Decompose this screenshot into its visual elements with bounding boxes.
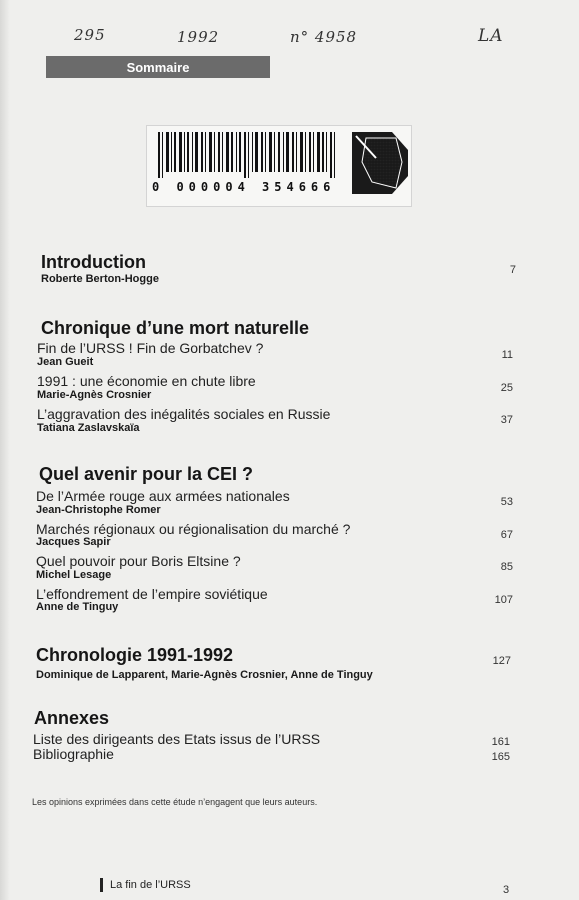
disclaimer-note: Les opinions exprimées dans cette étude n’engagent que leurs auteurs. [32, 797, 318, 807]
item-page: 107 [494, 594, 513, 606]
item-author: Anne de Tinguy [36, 601, 119, 613]
page-number-introduction: 7 [509, 264, 516, 276]
sommaire-header [46, 56, 270, 78]
item-title: Quel pouvoir pour Boris Eltsine ? [36, 553, 241, 569]
item-page: 161 [491, 736, 510, 748]
item-page: 11 [501, 349, 513, 361]
item-page: 67 [500, 529, 513, 541]
section-title-introduction: Introduction [41, 252, 146, 272]
barcode-icon [158, 132, 348, 178]
item-title: L’aggravation des inégalités sociales en Russie [37, 406, 331, 422]
item-page: 165 [491, 751, 510, 763]
page-spine-shadow [0, 0, 10, 900]
sommaire-title: Sommaire [126, 59, 190, 75]
item-author: Jacques Sapir [36, 536, 111, 548]
item-page: 85 [500, 561, 513, 573]
section-title-annexes: Annexes [34, 708, 110, 728]
item-title: Marchés régionaux ou régionalisation du marché ? [36, 521, 351, 537]
section-title-avenir: Quel avenir pour la CEI ? [39, 464, 254, 484]
item-title: 1991 : une économie en chute libre [37, 373, 256, 389]
item-author: Tatiana Zaslavskaïa [37, 422, 140, 434]
item-author: Jean-Christophe Romer [36, 504, 161, 516]
footer-title: La fin de l’URSS [110, 879, 191, 891]
author-introduction: Roberte Berton-Hogge [41, 273, 159, 285]
page-number-chronologie: 127 [492, 655, 511, 667]
item-page: 53 [500, 496, 513, 508]
item-title: Fin de l’URSS ! Fin de Gorbatchev ? [37, 340, 264, 356]
item-title: L’effondrement de l’empire soviétique [36, 586, 268, 602]
barcode-digits: 0 000004 354666 [152, 180, 336, 194]
item-title: Bibliographie [33, 746, 114, 762]
handwritten-year: 1992 [177, 28, 220, 46]
footer-page-number: 3 [503, 884, 510, 896]
section-title-chronique: Chronique d’une mort naturelle [41, 318, 310, 338]
footer-marker [100, 878, 103, 892]
item-page: 25 [500, 382, 513, 394]
handwritten-issue: n° 4958 [290, 28, 358, 46]
item-title: De l’Armée rouge aux armées nationales [36, 488, 290, 504]
item-title: Liste des dirigeants des Etats issus de l’URSS [33, 731, 321, 747]
handwritten-number: 295 [74, 26, 106, 44]
publisher-logo-icon [352, 132, 408, 194]
handwritten-initials: LA [478, 26, 504, 46]
section-title-chronologie: Chronologie 1991-1992 [36, 645, 234, 665]
author-chronologie: Dominique de Lapparent, Marie-Agnès Crosnier, Anne de Tinguy [36, 669, 373, 681]
item-author: Jean Gueit [37, 356, 94, 368]
item-author: Michel Lesage [36, 569, 112, 581]
item-author: Marie-Agnès Crosnier [37, 389, 152, 401]
item-page: 37 [500, 414, 513, 426]
